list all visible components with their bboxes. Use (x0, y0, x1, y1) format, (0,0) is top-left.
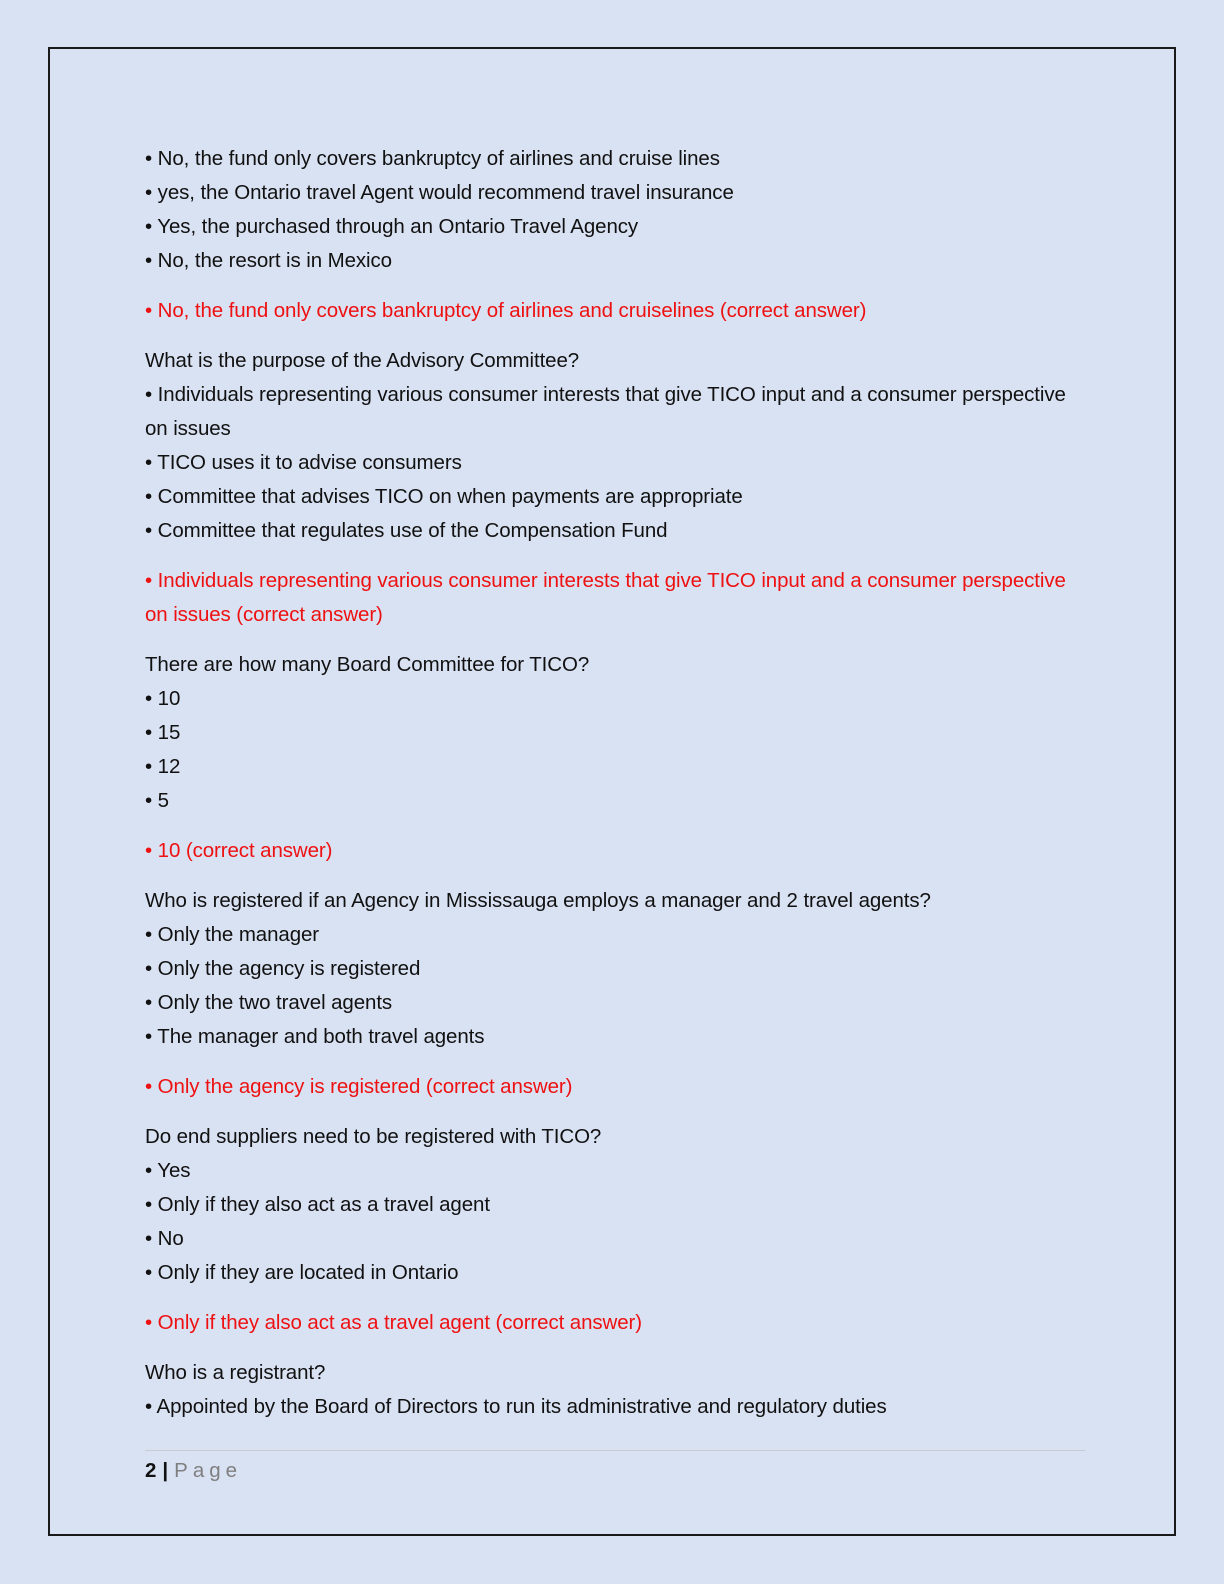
option-line: • The manager and both travel agents (145, 1025, 485, 1048)
question-text: Who is a registrant? (145, 1361, 326, 1384)
option-line: • Individuals representing various consumer interests that give TICO input and a consumer perspective on issues (145, 383, 1066, 440)
option-line: • No, the fund only covers bankruptcy of airlines and cruise lines (145, 147, 720, 170)
option-line: • 15 (145, 721, 181, 744)
correct-answer: • Only if they also act as a travel agent (correct answer) (145, 1311, 643, 1334)
correct-answer: • Only the agency is registered (correct answer) (145, 1075, 573, 1098)
option-line: • Only if they also act as a travel agent (145, 1193, 490, 1216)
question-block-1 (145, 142, 1085, 328)
option-line: • Appointed by the Board of Directors to run its administrative and regulatory duties (145, 1395, 887, 1418)
page-number: 2 (145, 1459, 157, 1482)
option-line: • Committee that regulates use of the Compensation Fund (145, 519, 668, 542)
option-line: • Only the two travel agents (145, 991, 393, 1014)
option-line: • 10 (145, 687, 181, 710)
correct-answer: • 10 (correct answer) (145, 839, 333, 862)
correct-answer: • Individuals representing various consumer interests that give TICO input and a consumer perspective on issues (correct answer) (145, 569, 1066, 626)
option-line: • 5 (145, 789, 169, 812)
option-line: • TICO uses it to advise consumers (145, 451, 462, 474)
option-line: • No (145, 1227, 184, 1250)
footer-separator: | (162, 1459, 169, 1482)
option-line: • Only the manager (145, 923, 320, 946)
option-line: • Only the agency is registered (145, 957, 421, 980)
option-line: • yes, the Ontario travel Agent would recommend travel insurance (145, 181, 734, 204)
option-line: • Only if they are located in Ontario (145, 1261, 459, 1284)
option-line: • Yes (145, 1159, 191, 1182)
question-text: Who is registered if an Agency in Mississauga employs a manager and 2 travel agents? (145, 889, 931, 912)
question-block-5 (145, 1120, 1085, 1340)
question-text: What is the purpose of the Advisory Committee? (145, 349, 580, 372)
question-block-2 (145, 344, 1085, 632)
document-body (145, 142, 1085, 1424)
question-text: Do end suppliers need to be registered with TICO? (145, 1125, 602, 1148)
option-line: • No, the resort is in Mexico (145, 249, 392, 272)
option-line: • Yes, the purchased through an Ontario Travel Agency (145, 215, 639, 238)
question-block-4 (145, 884, 1085, 1104)
page-footer (145, 1456, 242, 1486)
question-block-6 (145, 1356, 1085, 1424)
page-label: Page (174, 1459, 243, 1482)
footer-divider (145, 1450, 1085, 1451)
question-text: There are how many Board Committee for TICO? (145, 653, 590, 676)
correct-answer: • No, the fund only covers bankruptcy of airlines and cruiselines (correct answer) (145, 299, 867, 322)
option-line: • Committee that advises TICO on when payments are appropriate (145, 485, 743, 508)
question-block-3 (145, 648, 1085, 868)
option-line: • 12 (145, 755, 181, 778)
